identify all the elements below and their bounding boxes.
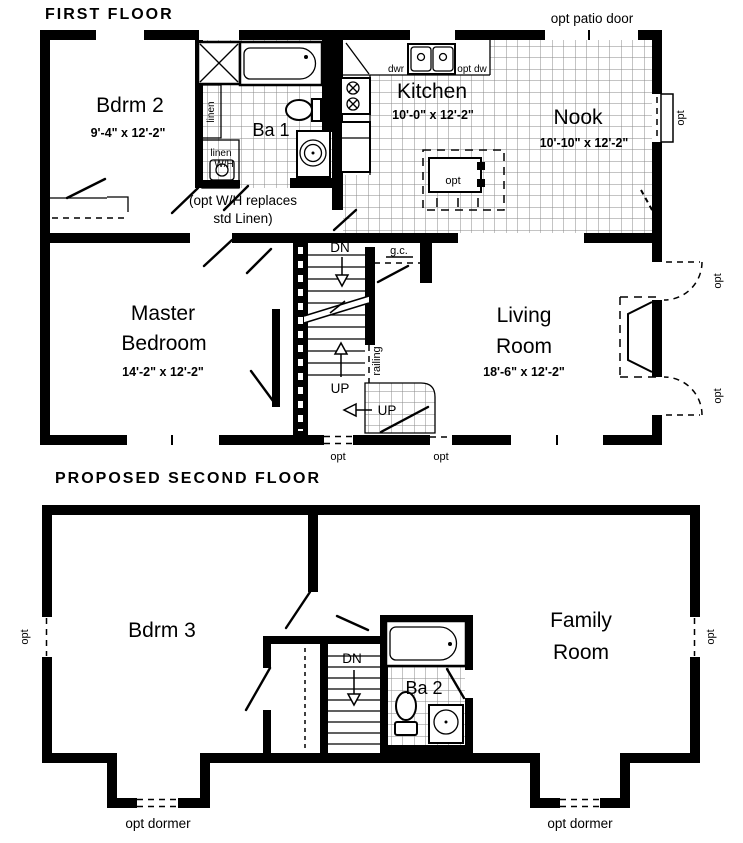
bdrm3-door-swing <box>286 592 310 628</box>
room-label-family-1: Family <box>550 609 612 632</box>
room-label-master-1: Master <box>130 302 196 325</box>
up-stairs-label: UP <box>330 381 350 396</box>
dwr-label: dwr <box>387 64 405 75</box>
wh-label: W/H <box>214 159 234 170</box>
room-label-living-2: Room <box>495 335 553 358</box>
kitchen-sink-icon <box>408 44 455 74</box>
room-label-bdrm3: Bdrm 3 <box>128 619 196 642</box>
opt-door-swing-upper <box>664 262 702 300</box>
room-label-ba2: Ba 2 <box>405 678 443 698</box>
toilet-icon <box>286 99 321 121</box>
opt-door-upper-label: opt <box>712 273 724 289</box>
opt-dormer-left-label: opt dormer <box>125 816 191 831</box>
railing-label: railing <box>371 346 383 376</box>
room-label-bdrm2: Bdrm 2 <box>96 94 164 117</box>
stove-icon <box>341 78 370 114</box>
dims-living: 18'-6" x 12'-2" <box>483 365 565 379</box>
refrigerator-icon <box>341 122 370 172</box>
dn-label: DN <box>330 240 350 255</box>
patio-door-right <box>590 30 638 40</box>
bathtub-icon <box>386 621 466 666</box>
first-floor-plan <box>40 6 724 463</box>
opt-door-lower-gap <box>652 377 662 415</box>
toilet-icon <box>395 692 417 735</box>
second-floor-stairs <box>328 656 380 744</box>
dims-nook: 10'-10" x 12'-2" <box>539 136 629 150</box>
dims-master: 14'-2" x 12'-2" <box>122 365 204 379</box>
opt-nook-window-label: opt <box>675 110 687 126</box>
wh-note-line2: std Linen) <box>213 211 273 226</box>
opt-window-left-label: opt <box>330 451 346 463</box>
first-floor-title: FIRST FLOOR <box>45 6 174 23</box>
room-label-family-2: Room <box>552 641 610 664</box>
master-bedroom-doors <box>204 240 276 405</box>
wh-note-line1: (opt W/H replaces <box>188 193 298 208</box>
room-label-nook: Nook <box>553 106 603 129</box>
up-entry-label: UP <box>377 403 397 418</box>
opt-window-right-label: opt <box>433 451 449 463</box>
opt-right-window-label: opt <box>705 629 717 645</box>
sink-icon <box>297 131 330 177</box>
bathtub-icon <box>240 42 322 85</box>
hall-door-swing <box>337 616 368 630</box>
patio-door-left <box>545 30 588 40</box>
opt-door-upper-gap <box>652 262 662 300</box>
opt-left-window-label: opt <box>19 629 31 645</box>
dims-bdrm2: 9'-4" x 12'-2" <box>90 126 166 140</box>
opt-door-swing-lower <box>664 377 702 415</box>
bdrm2-closet <box>50 179 128 218</box>
closet-door-swing <box>246 668 270 710</box>
dims-kitchen: 10'-0" x 12'-2" <box>392 108 474 122</box>
opt-patio-door-label: opt patio door <box>550 11 634 26</box>
opt-fireplace <box>620 297 656 377</box>
opt-door-lower-label: opt <box>712 388 724 404</box>
room-label-living-1: Living <box>496 304 552 327</box>
sink-icon <box>429 705 463 743</box>
closet-door-swing <box>67 179 105 198</box>
linen-lower-label: linen <box>210 148 232 159</box>
opt-dormer-right-label: opt dormer <box>547 816 613 831</box>
dn-label: DN <box>342 651 362 666</box>
stair-break <box>304 296 369 323</box>
opt-island-label: opt <box>445 175 461 187</box>
gc-label: g.c. <box>390 245 408 257</box>
second-floor-plan <box>19 470 717 831</box>
room-label-ba1: Ba 1 <box>252 120 290 140</box>
room-label-kitchen: Kitchen <box>396 80 468 103</box>
opt-dw-label: opt dw <box>457 64 487 75</box>
room-label-master-2: Bedroom <box>121 332 207 355</box>
linen-upper-label: linen <box>206 101 217 123</box>
second-floor-title: PROPOSED SECOND FLOOR <box>55 470 322 487</box>
